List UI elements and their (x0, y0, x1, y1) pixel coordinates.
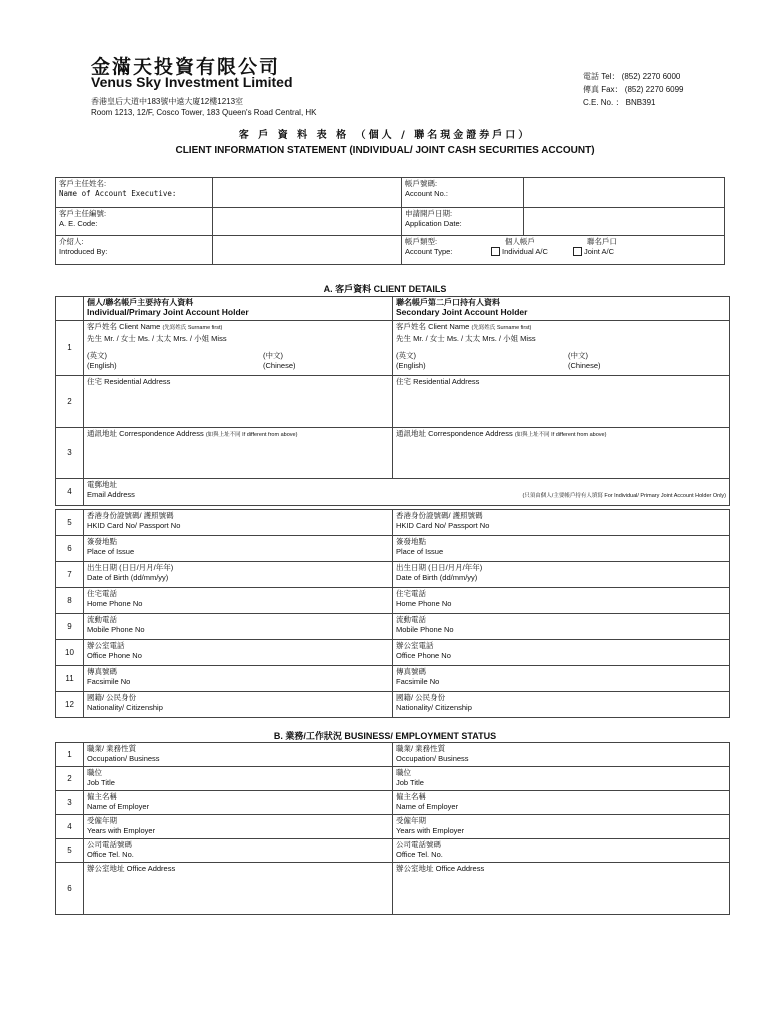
company-name-cn: 金滿天投資有限公司 (91, 56, 281, 78)
row-number: 4 (56, 479, 84, 506)
row-number: 9 (56, 614, 84, 640)
secondary-field[interactable]: 職位 Job Title (393, 767, 730, 791)
company-name-en: Venus Sky Investment Limited (91, 74, 293, 90)
client-details-table (55, 296, 730, 506)
row-number: 7 (56, 562, 84, 588)
primary-field[interactable]: 公司電話號碼 Office Tel. No. (84, 839, 393, 863)
company-contact (583, 70, 684, 109)
form-row (56, 791, 730, 815)
primary-field[interactable]: 出生日期 (日日/月月/年年) Date of Birth (dd/mm/yy) (84, 562, 393, 588)
introduced-field[interactable] (213, 236, 402, 265)
row-number: 4 (56, 815, 84, 839)
form-row (56, 588, 730, 614)
secondary-holder-header: 聯名帳戶第二戶口持有人資料 Secondary Joint Account Holder (393, 297, 730, 321)
account-type-cell: 帳戶類型: Account Type: 個人帳戶 Individual A/C 聯名戶口 Joint A/C (402, 236, 725, 265)
secondary-field[interactable]: 住宅電話 Home Phone No (393, 588, 730, 614)
form-row (56, 614, 730, 640)
primary-field[interactable]: 傳真號碼 Facsimile No (84, 666, 393, 692)
company-fax: 傳真 Fax： (852) 2270 6099 (583, 85, 684, 94)
form-row (56, 562, 730, 588)
joint-checkbox[interactable] (573, 247, 582, 256)
address-cn: 香港皇后大道中183號中遠大廈12樓1213室 (91, 97, 244, 106)
row-number: 6 (56, 863, 84, 915)
section-a-heading: A. 客戶資料 CLIENT DETAILS (323, 284, 447, 294)
doc-title-cn: 客 戶 資 料 表 格 （個人 / 聯名現金證券戶口） (238, 130, 532, 141)
ae-name-label: 客戶主任姓名: Name of Account Executive: (56, 178, 213, 208)
address-en: Room 1213, 12/F, Cosco Tower, 183 Queen's Road Central, HK (91, 108, 317, 117)
row-number: 1 (56, 743, 84, 767)
primary-field[interactable]: 受僱年期 Years with Employer (84, 815, 393, 839)
secondary-residential-address[interactable]: 住宅 Residential Address (393, 376, 730, 428)
doc-title-en: CLIENT INFORMATION STATEMENT (INDIVIDUAL/ JOINT CASH SECURITIES ACCOUNT) (175, 145, 595, 156)
primary-field[interactable]: 辦公室電話 Office Phone No (84, 640, 393, 666)
primary-office-address[interactable]: 辦公室地址 Office Address (84, 863, 393, 915)
ae-code-field[interactable] (213, 208, 402, 236)
company-ce-no: C.E. No. ： BNB391 (583, 98, 656, 107)
primary-field[interactable]: 僱主名稱 Name of Employer (84, 791, 393, 815)
primary-field[interactable]: 職業/ 業務性質 Occupation/ Business (84, 743, 393, 767)
secondary-field[interactable]: 出生日期 (日日/月月/年年) Date of Birth (dd/mm/yy) (393, 562, 730, 588)
secondary-field[interactable]: 傳真號碼 Facsimile No (393, 666, 730, 692)
app-date-field[interactable] (524, 208, 725, 236)
primary-field[interactable]: 住宅電話 Home Phone No (84, 588, 393, 614)
secondary-field[interactable]: 簽發地點 Place of Issue (393, 536, 730, 562)
form-row (56, 839, 730, 863)
company-address (91, 96, 317, 118)
form-row (56, 767, 730, 791)
form-row (56, 640, 730, 666)
row-number: 10 (56, 640, 84, 666)
secondary-office-address[interactable]: 辦公室地址 Office Address (393, 863, 730, 915)
row-number: 2 (56, 376, 84, 428)
form-row (56, 743, 730, 767)
ae-code-label: 客戶主任編號: A. E. Code: (56, 208, 213, 236)
secondary-field[interactable]: 受僱年期 Years with Employer (393, 815, 730, 839)
primary-residential-address[interactable]: 住宅 Residential Address (84, 376, 393, 428)
primary-field[interactable]: 國籍/ 公民身份 Nationality/ Citizenship (84, 692, 393, 718)
secondary-field[interactable]: 國籍/ 公民身份 Nationality/ Citizenship (393, 692, 730, 718)
app-date-label: 申請開戶日期: Application Date: (402, 208, 524, 236)
section-b-heading: B. 業務/工作狀況 BUSINESS/ EMPLOYMENT STATUS (273, 731, 497, 741)
row-number: 2 (56, 767, 84, 791)
row-number: 6 (56, 536, 84, 562)
employment-table (55, 742, 730, 915)
joint-option[interactable]: 聯名戶口 Joint A/C (573, 237, 617, 256)
individual-checkbox[interactable] (491, 247, 500, 256)
header-blank (56, 297, 84, 321)
primary-client-name-cell[interactable]: 客戶姓名 Client Name (先寫姓氏 Surname first) 先生 Mr. / 女士 Ms. / 太太 Mrs. / 小姐 Miss (英文) (English) (中文) (Chinese) (84, 321, 393, 376)
individual-option[interactable]: 個人帳戶 Individual A/C (491, 237, 573, 256)
primary-correspondence-address[interactable]: 通訊地址 Correspondence Address (如與上址不同 If different from above) (84, 428, 393, 479)
account-no-label: 帳戶號碼: Account No.: (402, 178, 524, 208)
row-number: 5 (56, 839, 84, 863)
secondary-field[interactable]: 流動電話 Mobile Phone No (393, 614, 730, 640)
email-cell[interactable]: 電郵地址 Email Address (只須由個人/主要帳戶持有人填寫 For Individual/ Primary Joint Account Holder Only) (84, 479, 730, 506)
introduced-label: 介紹人: Introduced By: (56, 236, 213, 265)
form-row (56, 666, 730, 692)
row-number: 1 (56, 321, 84, 376)
account-no-field[interactable] (524, 178, 725, 208)
row-number: 3 (56, 791, 84, 815)
form-row (56, 536, 730, 562)
primary-field[interactable]: 簽發地點 Place of Issue (84, 536, 393, 562)
row-number: 12 (56, 692, 84, 718)
secondary-client-name-cell[interactable]: 客戶姓名 Client Name (先寫姓氏 Surname first) 先生 Mr. / 女士 Ms. / 太太 Mrs. / 小姐 Miss (英文) (English) (中文) (Chinese) (393, 321, 730, 376)
secondary-correspondence-address[interactable]: 通訊地址 Correspondence Address (如與上址不同 If different from above) (393, 428, 730, 479)
account-info-table (55, 177, 725, 265)
row-number: 5 (56, 510, 84, 536)
secondary-field[interactable]: 辦公室電話 Office Phone No (393, 640, 730, 666)
secondary-field[interactable]: 公司電話號碼 Office Tel. No. (393, 839, 730, 863)
form-row (56, 510, 730, 536)
secondary-field[interactable]: 職業/ 業務性質 Occupation/ Business (393, 743, 730, 767)
row-number: 3 (56, 428, 84, 479)
client-details-rows (55, 509, 730, 718)
form-row (56, 692, 730, 718)
ae-name-field[interactable] (213, 178, 402, 208)
primary-field[interactable]: 職位 Job Title (84, 767, 393, 791)
form-row (56, 815, 730, 839)
primary-field[interactable]: 流動電話 Mobile Phone No (84, 614, 393, 640)
row-number: 8 (56, 588, 84, 614)
primary-field[interactable]: 香港身份證號碼/ 護照號碼 HKID Card No/ Passport No (84, 510, 393, 536)
company-tel: 電話 Tel： (852) 2270 6000 (583, 72, 681, 81)
primary-holder-header: 個人/聯名帳戶主要持有人資料 Individual/Primary Joint Account Holder (84, 297, 393, 321)
row-number: 11 (56, 666, 84, 692)
secondary-field[interactable]: 香港身份證號碼/ 護照號碼 HKID Card No/ Passport No (393, 510, 730, 536)
secondary-field[interactable]: 僱主名稱 Name of Employer (393, 791, 730, 815)
